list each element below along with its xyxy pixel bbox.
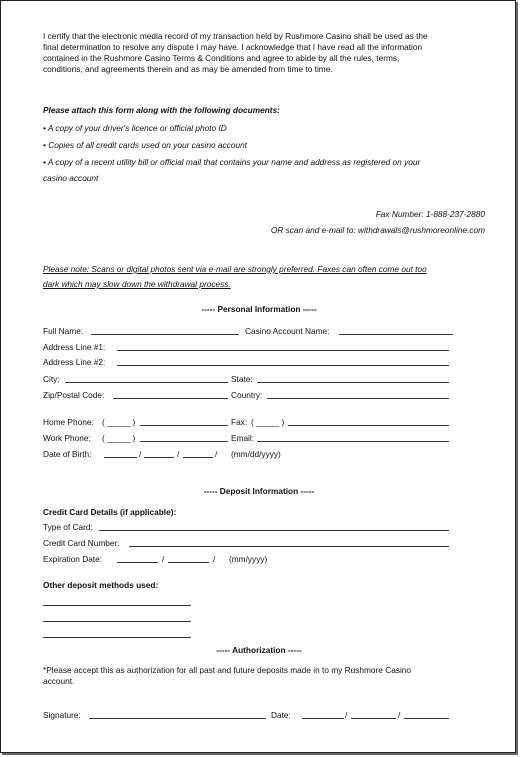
certify-line: contained in the Rushmore Casino Terms & Conditions and agree to abide by all the rules, terms, — [43, 53, 400, 63]
address2-label: Address Line #2: — [43, 357, 106, 367]
expiration-format-hint: (mm/yyyy) — [229, 554, 268, 564]
attach-item: • A copy of your driver's licence or official photo ID — [43, 123, 227, 133]
account-name-label: Casino Account Name: — [245, 326, 330, 336]
full-name-field[interactable] — [91, 334, 239, 335]
certify-line: final determination to resolve any dispute I may have. I acknowledge that I have read all the information — [43, 42, 423, 52]
date-month-field[interactable] — [302, 718, 344, 719]
dob-month-field[interactable] — [104, 457, 137, 458]
city-label: City: — [43, 374, 60, 384]
authorization-text: account. — [43, 676, 75, 686]
fax-label: Fax: — [231, 417, 248, 427]
card-number-label: Credit Card Number: — [43, 538, 120, 548]
other-methods-heading: Other deposit methods used: — [43, 580, 159, 590]
expiration-slash: / — [162, 554, 165, 564]
dob-slash: / — [139, 449, 142, 459]
note-line: dark which may slow down the withdrawal process. — [43, 279, 231, 289]
certify-line: I certify that the electronic media record of my transaction held by Rushmore Casino shall be used as the — [43, 31, 428, 41]
date-day-field[interactable] — [351, 718, 396, 719]
home-phone-field[interactable] — [140, 425, 228, 426]
state-label: State: — [231, 374, 253, 384]
work-phone-label: Work Phone: — [43, 433, 91, 443]
date-slash: / — [345, 710, 348, 720]
authorization-text: *Please accept this as authorization for all past and future deposits made in to my Rushmore Casino — [43, 665, 412, 675]
personal-heading: ----- Personal Information ----- — [201, 304, 317, 314]
fax-number: Fax Number: 1-888-237-2880 — [375, 209, 485, 219]
address2-field[interactable] — [117, 365, 449, 366]
card-number-field[interactable] — [129, 546, 449, 547]
account-name-field[interactable] — [339, 334, 453, 335]
authorization-heading: ----- Authorization ----- — [216, 645, 302, 655]
expiration-label: Expiration Date: — [43, 554, 103, 564]
attach-item: casino account — [43, 173, 99, 183]
zip-field[interactable] — [113, 398, 228, 399]
other-method-field[interactable] — [43, 637, 191, 638]
date-year-field[interactable] — [404, 718, 449, 719]
dob-slash: / — [215, 449, 218, 459]
attach-heading: Please attach this form along with the following documents: — [43, 105, 280, 115]
address1-label: Address Line #1: — [43, 342, 106, 352]
dob-year-field[interactable] — [183, 457, 213, 458]
attach-item: • Copies of all credit cards used on your casino account — [43, 140, 247, 150]
date-label: Date: — [271, 710, 291, 720]
fax-area-code[interactable]: ( _____ ) — [251, 417, 285, 427]
work-phone-area-code[interactable]: ( _____ ) — [102, 433, 136, 443]
expiration-slash: / — [213, 554, 216, 564]
signature-label: Signature: — [43, 710, 81, 720]
date-slash: / — [398, 710, 401, 720]
state-field[interactable] — [257, 382, 449, 383]
email-label: Email: — [231, 433, 255, 443]
home-phone-label: Home Phone: — [43, 417, 94, 427]
expiration-year-field[interactable] — [168, 562, 209, 563]
email-instructions: OR scan and e-mail to: withdrawals@rushmoreonline.com — [270, 225, 485, 235]
fax-field[interactable] — [288, 425, 449, 426]
dob-slash: / — [177, 449, 180, 459]
dob-label: Date of Birth: — [43, 449, 92, 459]
signature-field[interactable] — [89, 718, 266, 719]
home-phone-area-code[interactable]: ( _____ ) — [102, 417, 136, 427]
dob-day-field[interactable] — [144, 457, 174, 458]
dob-format-hint: (mm/dd/yyyy) — [231, 449, 281, 459]
full-name-label: Full Name: — [43, 326, 84, 336]
expiration-month-field[interactable] — [117, 562, 158, 563]
certify-line: conditions, and agreements therein and as may be amended from time to time. — [43, 64, 333, 74]
country-field[interactable] — [267, 398, 449, 399]
card-type-label: Type of Card: — [43, 522, 93, 532]
country-label: Country: — [231, 390, 263, 400]
card-type-field[interactable] — [99, 530, 449, 531]
address1-field[interactable] — [117, 350, 449, 351]
note-line: Please note: Scans or digital photos sent via e-mail are strongly preferred. Faxes can often come out too — [43, 264, 427, 274]
deposit-heading: ----- Deposit Information ----- — [203, 486, 315, 496]
other-method-field[interactable] — [43, 621, 191, 622]
work-phone-field[interactable] — [140, 441, 228, 442]
city-field[interactable] — [65, 382, 228, 383]
email-field[interactable] — [257, 441, 449, 442]
card-details-heading: Credit Card Details (if applicable): — [43, 507, 177, 517]
attach-item: • A copy of a recent utility bill or official mail that contains your name and address as registered on your — [43, 157, 421, 167]
other-method-field[interactable] — [43, 605, 191, 606]
zip-label: Zip/Postal Code: — [43, 390, 105, 400]
